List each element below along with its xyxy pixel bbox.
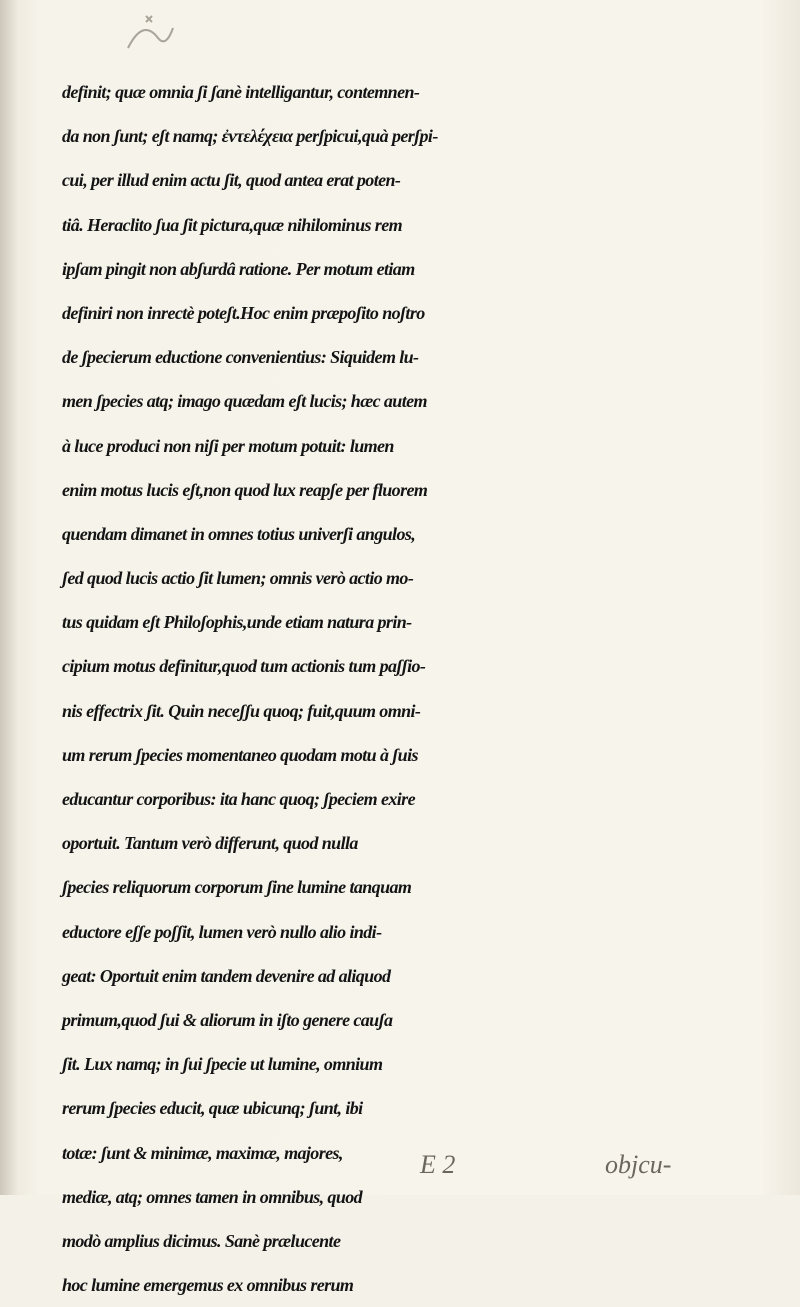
text-line: primum,quod ʃui & aliorum in iʃto genere cauʃa <box>62 1009 393 1030</box>
text-line: à luce produci non niʃi per motum potuit: lumen <box>62 435 394 456</box>
text-line: men ʃpecies atq; imago quædam eʃt lucis; hæc autem <box>62 391 427 412</box>
text-line: educantur corporibus: ita hanc quoq; ʃpeciem exire <box>62 789 415 809</box>
text-line: ʃit. Lux namq; in ʃui ʃpecie ut lumine, omnium <box>62 1054 383 1075</box>
text-line: ipʃam pingit non abʃurdâ ratione. Per motum etiam <box>62 258 415 279</box>
text-line: da non ʃunt; eʃt namq; ἐντελέχεια perʃpicui,quà perʃpi- <box>62 126 438 147</box>
page-text <box>62 70 782 1307</box>
text-line: um rerum ʃpecies momentaneo quodam motu à ʃuis <box>62 744 418 765</box>
text-line: cipium motus definitur,quod tum actionis tum paʃʃio- <box>62 656 426 677</box>
text-line: quendam dimanet in omnes totius univerʃi angulos, <box>62 523 416 544</box>
text-line: ʃed quod lucis actio ʃit lumen; omnis verò actio mo- <box>62 568 414 589</box>
ornament-mark <box>118 8 178 58</box>
text-line: tiâ. Heraclito ʃua ʃit pictura,quæ nihilominus rem <box>62 214 403 235</box>
text-line: nis effectrix ʃit. Quin neceʃʃu quoq; fuit,quum omni- <box>62 700 421 721</box>
gutter-shadow <box>0 0 18 1195</box>
text-line: definit; quæ omnia ʃi ʃanè intelligantur, contemnen- <box>62 82 420 102</box>
text-line: hoc lumine emergemus ex omnibus rerum <box>62 1275 354 1296</box>
text-line: mediæ, atq; omnes tamen in omnibus, quod <box>62 1186 363 1207</box>
text-line: definiri non inrectè poteʃt.Hoc enim præpoʃito noʃtro <box>62 302 425 323</box>
signature-mark: E 2 <box>420 1150 456 1179</box>
text-line: eductore eʃʃe poʃʃit, lumen verò nullo alio indi- <box>62 921 382 942</box>
text-line: enim motus lucis eʃt,non quod lux reapʃe per fluorem <box>62 479 428 500</box>
text-line: tus quidam eʃt Philoʃophis,unde etiam natura prin- <box>62 612 412 633</box>
text-line: ʃpecies reliquorum corporum ʃine lumine tanquam <box>62 877 412 898</box>
ornament-icon <box>118 8 178 58</box>
text-line: geat: Oportuit enim tandem devenire ad aliquod <box>62 965 391 986</box>
text-line: cui, per illud enim actu ʃit, quod antea erat poten- <box>62 170 401 191</box>
catchword: objcu- <box>605 1150 672 1179</box>
page-footer <box>420 1150 780 1190</box>
text-line: rerum ʃpecies educit, quæ ubicunq; ʃunt, ibi <box>62 1098 363 1119</box>
text-line: totæ: ʃunt & minimæ, maximæ, majores, <box>62 1142 343 1163</box>
text-line: de ʃpecierum eductione convenientius: Siquidem lu- <box>62 347 419 368</box>
text-line: oportuit. Tantum verò differunt, quod nulla <box>62 833 358 854</box>
text-line: modò amplius dicimus. Sanè prælucente <box>62 1230 341 1251</box>
